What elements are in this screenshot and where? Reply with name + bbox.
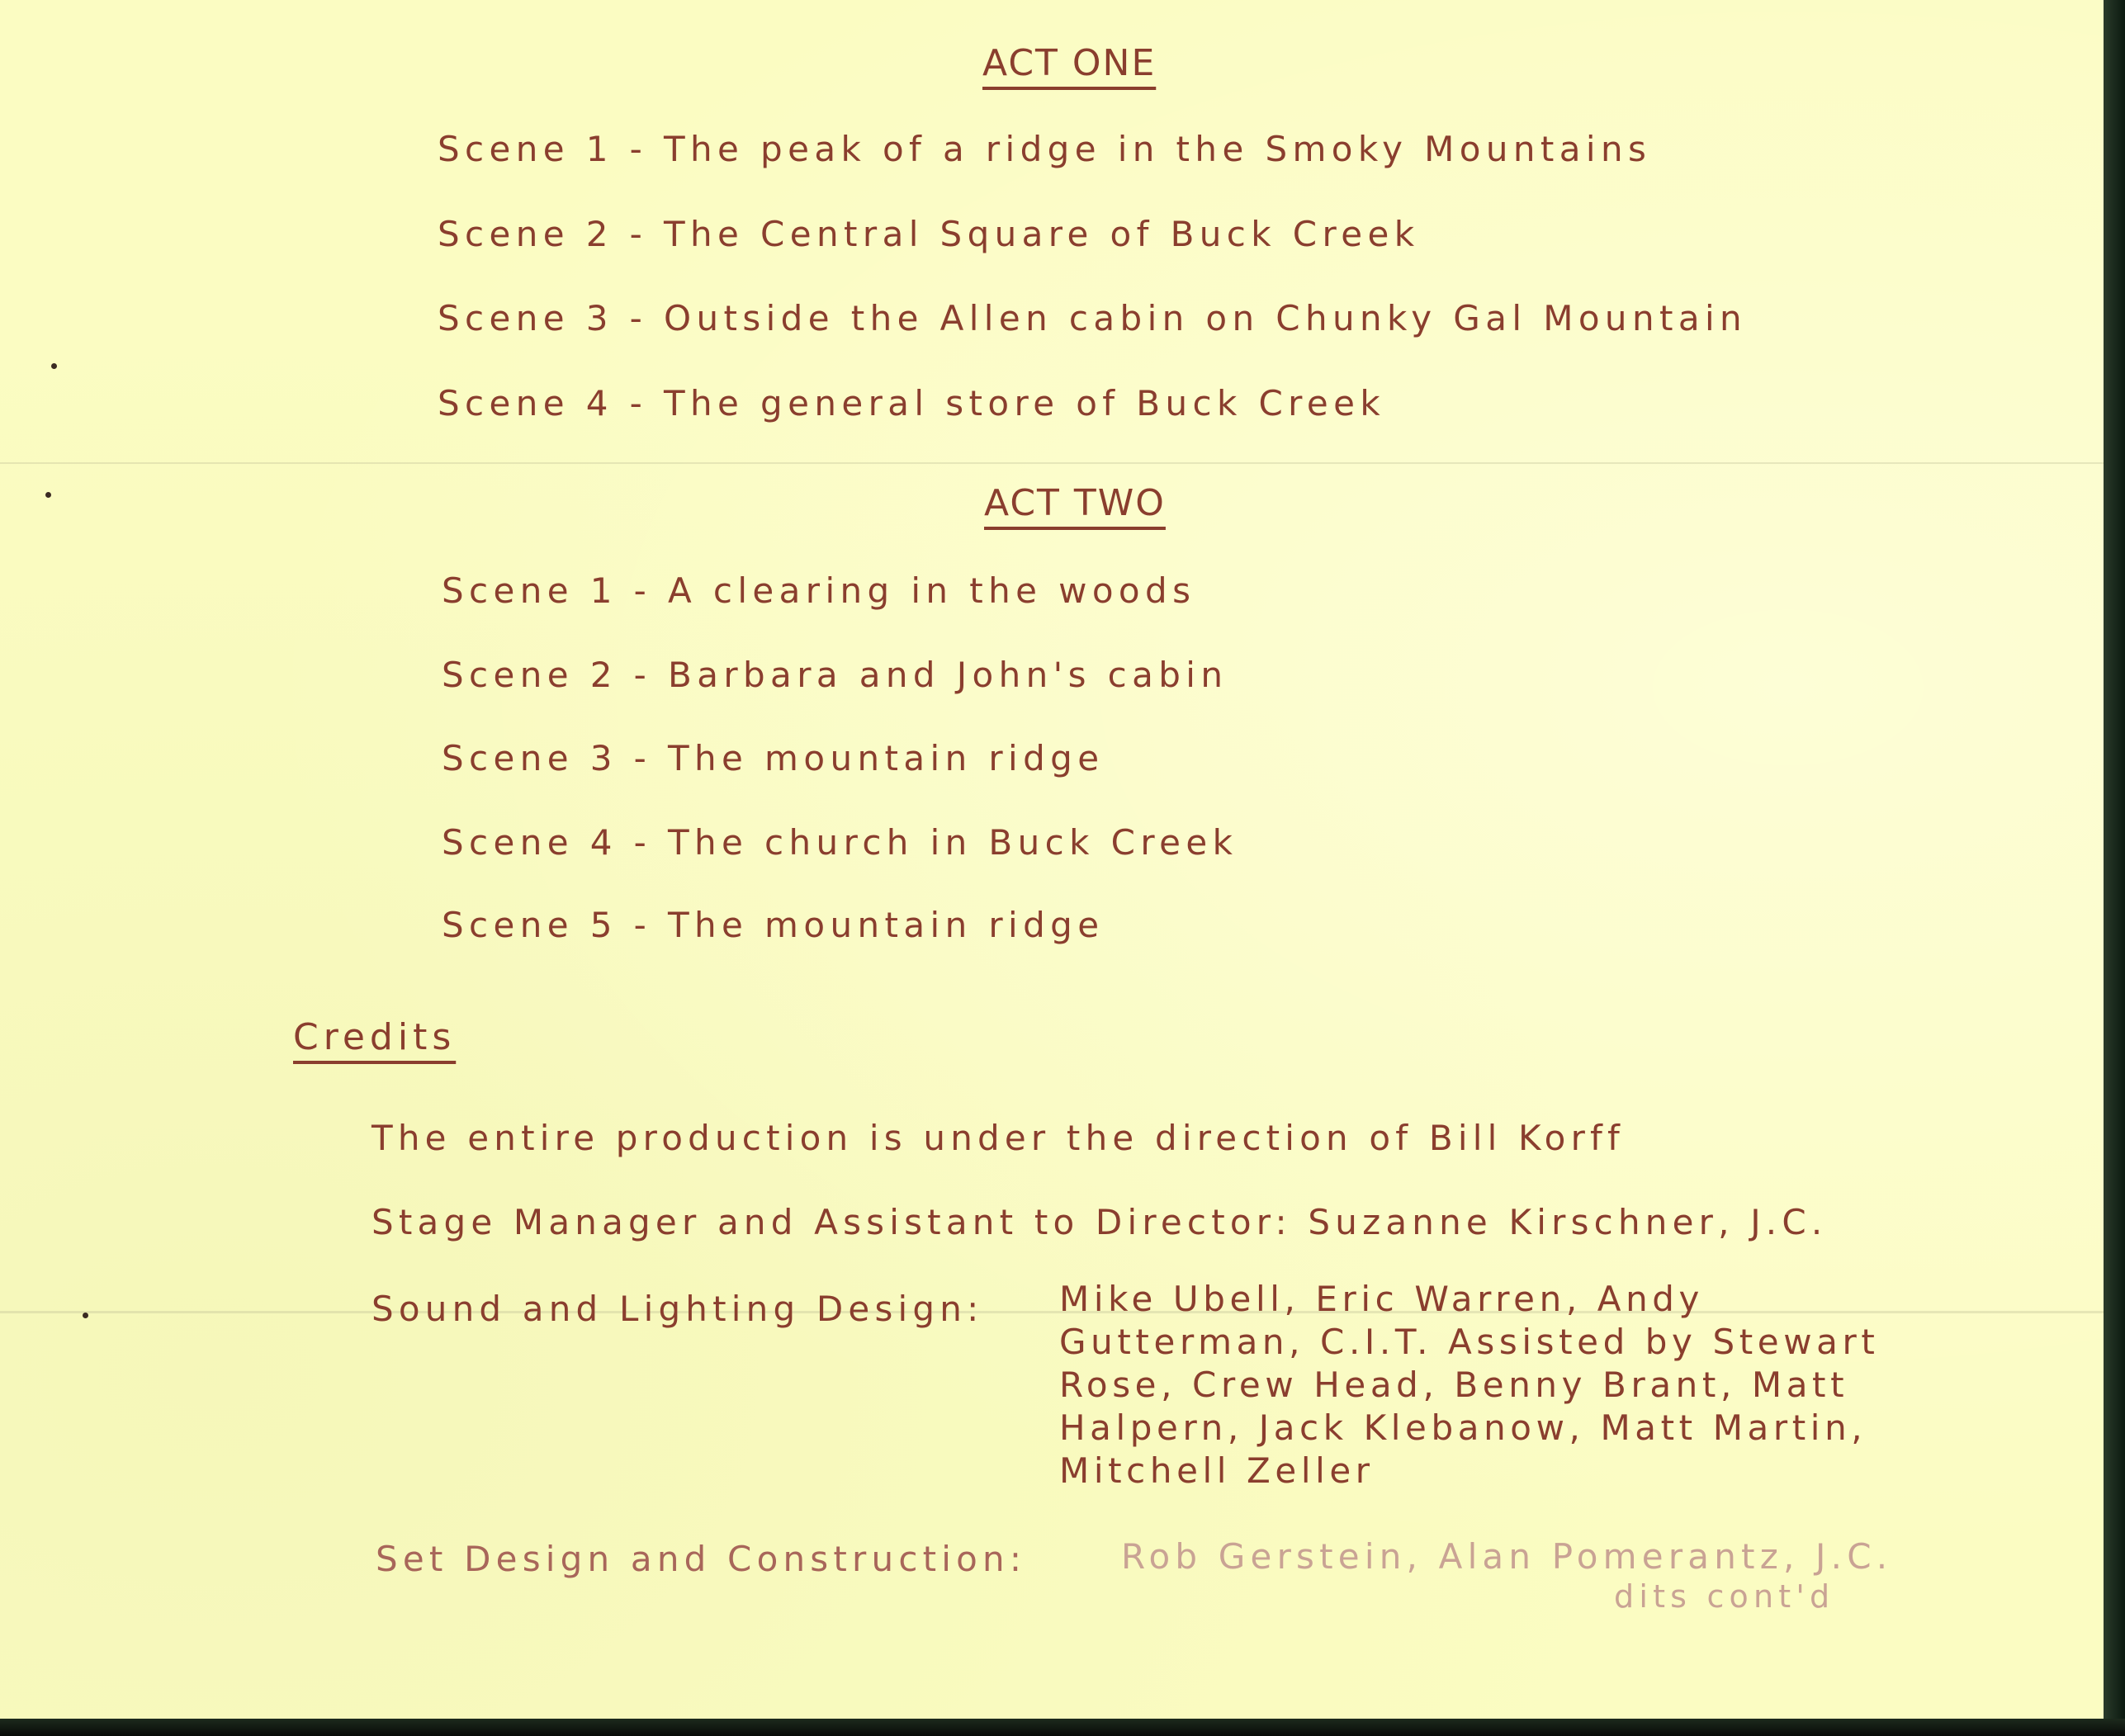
paper-crease bbox=[0, 462, 2104, 464]
names-line: Mike Ubell, Eric Warren, Andy bbox=[1059, 1279, 1704, 1319]
names-line: Gutterman, C.I.T. Assisted by Stewart bbox=[1059, 1322, 1880, 1362]
ink-speck bbox=[83, 1313, 88, 1318]
credit-sound-lighting-names bbox=[1059, 1278, 1879, 1492]
act-one-heading: ACT ONE bbox=[982, 42, 1157, 84]
act-two-scene-2: Scene 2 - Barbara and John's cabin bbox=[442, 655, 1228, 695]
act-one-scene-3: Scene 3 - Outside the Allen cabin on Chunky Gal Mountain bbox=[438, 298, 1748, 338]
scan-edge-right bbox=[2104, 0, 2125, 1736]
ink-speck bbox=[51, 363, 57, 369]
act-one-scene-2: Scene 2 - The Central Square of Buck Creek bbox=[438, 214, 1420, 254]
credit-set-design-label: Set Design and Construction: bbox=[376, 1539, 1027, 1579]
credits-heading: Credits bbox=[293, 1016, 457, 1058]
credit-stage-manager: Stage Manager and Assistant to Director: Suzanne Kirschner, J.C. bbox=[372, 1202, 1828, 1242]
ink-speck bbox=[45, 492, 51, 498]
act-one-scene-1: Scene 1 - The peak of a ridge in the Smoky Mountains bbox=[438, 129, 1652, 169]
act-two-scene-4: Scene 4 - The church in Buck Creek bbox=[442, 822, 1238, 863]
act-one-scene-4: Scene 4 - The general store of Buck Creek bbox=[438, 383, 1386, 423]
names-line: Rose, Crew Head, Benny Brant, Matt bbox=[1059, 1365, 1849, 1405]
names-line: Halpern, Jack Klebanow, Matt Martin, bbox=[1059, 1407, 1867, 1448]
act-two-scene-3: Scene 3 - The mountain ridge bbox=[442, 738, 1105, 778]
credit-sound-lighting-label: Sound and Lighting Design: bbox=[372, 1289, 984, 1329]
act-two-scene-5: Scene 5 - The mountain ridge bbox=[442, 905, 1105, 945]
names-line: Mitchell Zeller bbox=[1059, 1450, 1375, 1491]
credits-continued-note: dits cont'd bbox=[1614, 1578, 1835, 1615]
credit-direction: The entire production is under the direction of Bill Korff bbox=[372, 1118, 1626, 1158]
act-two-heading: ACT TWO bbox=[984, 482, 1166, 524]
act-two-scene-1: Scene 1 - A clearing in the woods bbox=[442, 570, 1196, 611]
credit-set-design-names: Rob Gerstein, Alan Pomerantz, J.C. bbox=[1121, 1536, 1893, 1577]
scan-edge-bottom bbox=[0, 1719, 2125, 1736]
